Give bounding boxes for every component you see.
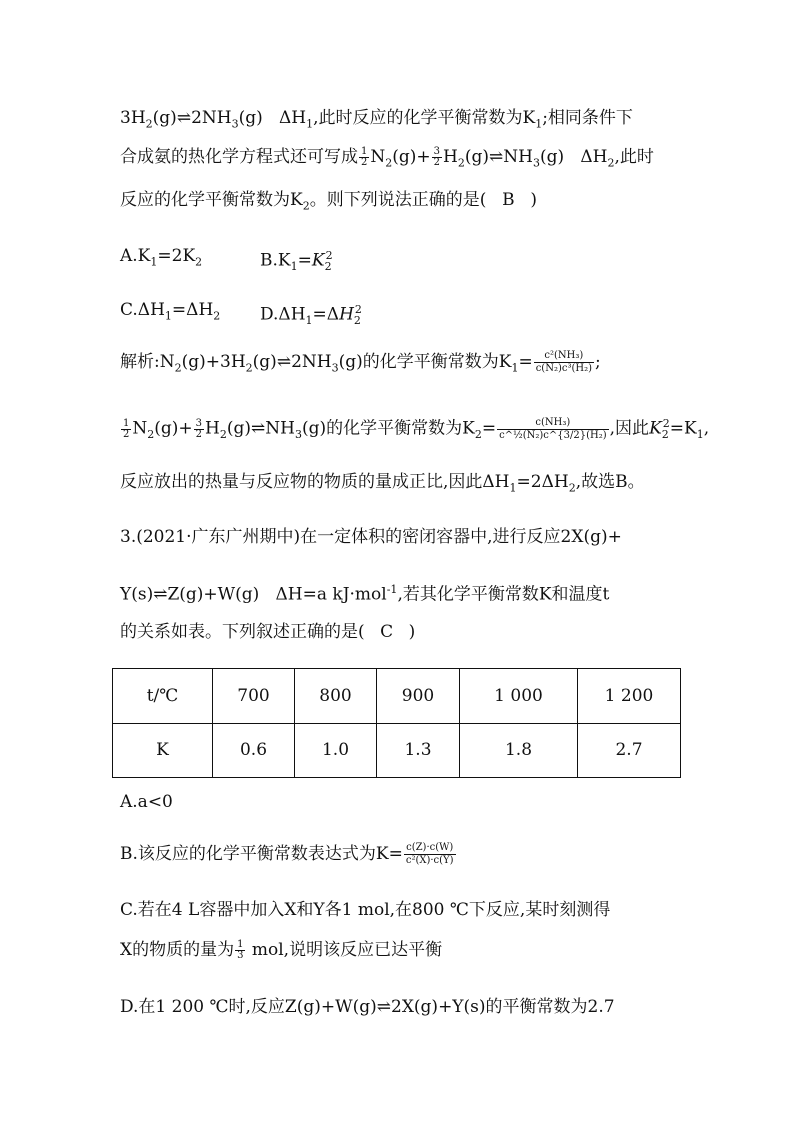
- text: D.ΔH: [260, 304, 306, 325]
- q3-option-a: [120, 790, 173, 814]
- text: ,若其化学平衡常数K和温度t: [397, 584, 610, 605]
- text: (g): [152, 108, 177, 128]
- text: (g)的化学平衡常数为K: [301, 418, 475, 439]
- equilibrium-arrow: ⇌: [489, 147, 504, 167]
- fraction-three-half: $\frac{3}{2}$: [433, 146, 441, 168]
- q2-option-a: $A.K_1=2K_2$: [120, 246, 203, 269]
- text: ,此时: [614, 147, 654, 167]
- text: =2K: [157, 246, 196, 266]
- q3-stem-line2: Y(s)⇌Z(g)+W(g) ΔH=a kJ·mol$^{-1}$,若其化学平衡常数K和温度t: [120, 583, 610, 605]
- table-row: [113, 669, 681, 724]
- q2-option-d: $D.\Delta H_1=\Delta H_2^2$: [260, 303, 362, 328]
- table-cell: 1 000: [460, 669, 578, 724]
- text: (g): [539, 147, 565, 167]
- text: c^½(N₂)c^{3/2}(H₂): [499, 429, 607, 441]
- k-expression-fraction: [404, 842, 456, 867]
- text: D.在1 200 ℃时,反应Z(g)+W(g): [120, 997, 377, 1017]
- q3-option-b: [120, 842, 457, 867]
- text: Y(s): [120, 584, 154, 605]
- k1-fraction: [534, 350, 594, 375]
- equilibrium-arrow: ⇌: [276, 352, 292, 372]
- text: H: [205, 418, 220, 439]
- text: 。则下列说法正确的是(: [309, 190, 487, 210]
- table-cell: 900: [377, 669, 460, 724]
- text: NH: [265, 418, 295, 439]
- text: 3H: [120, 108, 146, 128]
- answer-blank: B: [502, 190, 515, 210]
- table-cell: 1.3: [377, 723, 460, 778]
- fraction-half: $\frac{1}{2}$: [123, 417, 130, 440]
- text: 2NH: [191, 108, 232, 128]
- text: ΔH=a kJ·mol: [275, 584, 387, 605]
- text: C.若在4 L容器中加入X和Y各1 mol,在800 ℃下反应,某时刻测得: [120, 900, 611, 920]
- text: 的关系如表。下列叙述正确的是(: [120, 622, 365, 642]
- table-cell: 1.8: [460, 723, 578, 778]
- text: =K: [669, 418, 697, 439]
- text: N: [370, 147, 386, 167]
- text: c²(X)·c(Y): [405, 855, 454, 866]
- text: N: [132, 418, 148, 439]
- text: ΔH: [278, 108, 307, 128]
- text: (g)+3H: [181, 352, 246, 372]
- table-row: [113, 723, 681, 778]
- answer-blank: C: [380, 622, 394, 642]
- fraction-half: $\frac{1}{2}$: [361, 146, 368, 168]
- text: B.该反应的化学平衡常数表达式为K=: [120, 844, 403, 864]
- table-cell: t/℃: [113, 669, 213, 724]
- table-cell: 700: [213, 669, 295, 724]
- k2-fraction: [497, 417, 609, 442]
- text: ,此时反应的化学平衡常数为K: [313, 108, 536, 128]
- text: 合成氨的热化学方程式还可写成: [120, 147, 358, 167]
- text: 反应放出的热量与反应物的物质的量成正比,因此ΔH: [120, 472, 510, 492]
- text: ΔH: [580, 147, 608, 167]
- q2-equation-line: $3H_2(g)\rightleftharpoons 2NH_3(g)$ $\Delta H_1$,此时反应的化学平衡常数为$K_1$;相同条件下: [120, 108, 633, 131]
- text: (g): [464, 147, 490, 167]
- q2-analysis-line3: 反应放出的热量与反应物的物质的量成正比,因此$\Delta H_1=2\Delta H_2$,故选B。: [120, 472, 645, 495]
- equilibrium-arrow: ⇌: [251, 418, 266, 439]
- equilibrium-arrow: ⇌: [153, 584, 168, 605]
- text: 反应的化学平衡常数为K: [120, 190, 303, 210]
- q3-stem-line1: [120, 525, 622, 549]
- fraction-three-half: $\frac{3}{2}$: [195, 417, 203, 440]
- text: mol,说明该反应已达平衡: [251, 940, 443, 960]
- text: A.a<0: [120, 792, 173, 812]
- k-temperature-table: [112, 668, 681, 778]
- text: 2NH: [291, 352, 332, 372]
- text: NH: [503, 147, 533, 167]
- fraction-one-third: $\frac{1}{3}$: [237, 939, 244, 961]
- text: ): [530, 190, 537, 210]
- text: c(N₂)c³(H₂): [535, 363, 593, 374]
- q3-option-d: [120, 995, 615, 1019]
- text: 3.(2021·广东广州期中)在一定体积的密闭容器中,进行反应2X(g)+: [120, 527, 622, 547]
- q2-option-b: $B.K_1=K_2^2$: [260, 249, 333, 274]
- text: c(Z)·c(W): [404, 842, 456, 855]
- text: ;相同条件下: [542, 108, 633, 128]
- text: =ΔH: [171, 300, 214, 320]
- text: X的物质的量为: [120, 940, 235, 960]
- text: 解析:N: [120, 352, 175, 372]
- text: B.K: [260, 250, 291, 271]
- text: ,故选B。: [575, 472, 645, 492]
- text: C.ΔH: [120, 300, 165, 320]
- table-cell: 1 200: [578, 669, 681, 724]
- equilibrium-arrow: ⇌: [376, 997, 391, 1017]
- table-cell: 2.7: [578, 723, 681, 778]
- equilibrium-arrow: ⇌: [176, 108, 192, 128]
- table-cell: 1.0: [295, 723, 377, 778]
- q2-option-c: $C.\Delta H_1=\Delta H_2$: [120, 300, 221, 323]
- q3-option-c-line2: [120, 938, 442, 962]
- text: =2ΔH: [516, 472, 569, 492]
- text: 2X(g)+Y(s)的平衡常数为2.7: [391, 997, 615, 1017]
- q3-stem-line3: [120, 620, 415, 644]
- text: (g)的化学平衡常数为K: [338, 352, 512, 372]
- text: c²(NH₃): [534, 350, 594, 363]
- table-cell: 800: [295, 669, 377, 724]
- q2-line3: 反应的化学平衡常数为$K_2$。则下列说法正确的是( B ): [120, 190, 537, 213]
- text: (g)+: [154, 418, 193, 439]
- text: (g)+: [392, 147, 431, 167]
- text: ,因此: [609, 418, 650, 439]
- table-cell: K: [113, 723, 213, 778]
- text: H: [443, 147, 458, 167]
- text: A.K: [120, 246, 151, 266]
- q3-option-c-line1: [120, 898, 610, 922]
- text: =Δ: [312, 304, 340, 325]
- q2-line2: 合成氨的热化学方程式还可写成 $\frac{1}{2}$ $N_2(g)+$ $\frac{3}{2}$ $H_2(g)\rightleftharpoons NH_3(g)$ $\Delta H_2$,此时: [120, 146, 654, 170]
- text: ): [408, 622, 416, 642]
- text: (g): [238, 108, 263, 128]
- text: Z(g)+W(g): [167, 584, 260, 605]
- text: (g): [252, 352, 277, 372]
- text: c(NH₃): [497, 417, 609, 430]
- q2-analysis-line2: $\frac{1}{2}$ $N_2(g)+$ $\frac{3}{2}$ $H_2(g)\rightleftharpoons NH_3(g)$的化学平衡常数为$K_2=$ $\frac{\text{c(NH₃)}}{\text{c\textasciicircum{}½(N₂)c\textasciicircum{}\{3/2\}(H₂)}}$ ,因此$K_2^2=K_1$,: [123, 416, 710, 442]
- text: (g): [226, 418, 252, 439]
- q2-analysis-line1: 解析$:N_2(g)+3H_2(g)\rightleftharpoons 2NH_3(g)$的化学平衡常数为$K_1=$ $\frac{\text{c²(NH₃)}}{\text{c(N₂)c³(H₂)}}$ ;: [120, 350, 601, 375]
- text: =: [297, 250, 312, 271]
- table-cell: 0.6: [213, 723, 295, 778]
